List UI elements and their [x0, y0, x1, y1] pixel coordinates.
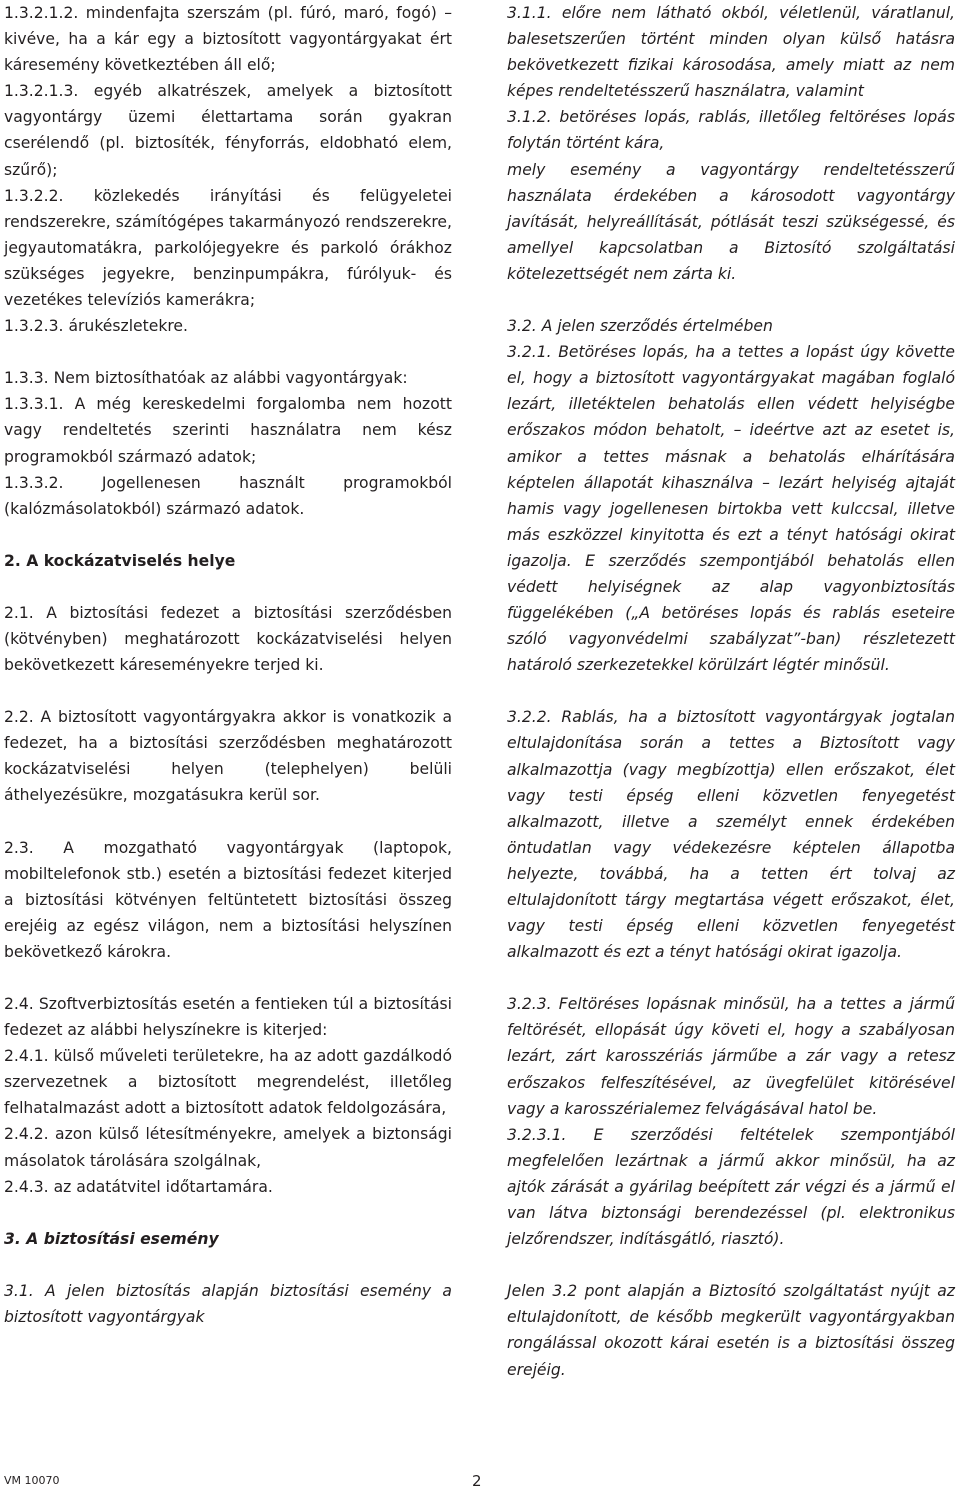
spacer	[4, 522, 452, 548]
page-number: 2	[472, 1472, 482, 1490]
paragraph-3-1-2: 3.1.2. betöréses lopás, rablás, illetőleg feltöréses lopás folytán történt kára,	[507, 108, 955, 153]
paragraph-2-3: 2.3. A mozgatható vagyontárgyak (laptopok, mobiltelefonok stb.) esetén a biztosítási fedezet kiterjed a biztosítási kötvényen feltüntetett biztosítási összeg erejéig az egész világon, nem a biztosítási helyszínen bekövetkező károkra.	[4, 838, 452, 961]
paragraph-3-1: 3.1. A jelen biztosítás alapján biztosítási esemény a biztosított vagyontárgyak	[4, 1281, 452, 1326]
spacer	[507, 287, 955, 313]
paragraph-1-3-3-1: 1.3.3.1. A még kereskedelmi forgalomba nem hozott vagy rendeltetés szerinti használatra nem kész programokból származó adatok;	[4, 395, 452, 466]
spacer	[507, 678, 955, 704]
paragraph-2-4-1: 2.4.1. külső műveleti területekre, ha az adott gazdálkodó szervezetnek a biztosított megrendelést, illetőleg felhatalmazást adott a biztosított adatok feldolgozására,	[4, 1047, 452, 1118]
paragraph-1-3-3-2: 1.3.3.2. Jogellenesen használt programokból (kalózmásolatokból) származó adatok.	[4, 473, 452, 518]
spacer	[507, 965, 955, 991]
paragraph-3-1-1: 3.1.1. előre nem látható okból, véletlenül, váratlanul, balesetszerűen történt minden olyan külső hatásra bekövetkezett fizikai károsodása, amely miatt az nem képes rendeltetésszerű használatra, valamint	[507, 4, 955, 101]
paragraph-2-2: 2.2. A biztosított vagyontárgyakra akkor is vonatkozik a fedezet, ha a biztosítási szerződésben meghatározott kockázatviselési helyen (telephelyen) belüli áthelyezésükre, mozgatásukra kerül sor.	[4, 708, 452, 805]
spacer	[4, 809, 452, 835]
section-heading-2: 2. A kockázatviselés helye	[4, 551, 236, 570]
paragraph-2-1: 2.1. A biztosítási fedezet a biztosítási szerződésben (kötvényben) meghatározott kockázatviselési helyen bekövetkezett káreseményekre terjed ki.	[4, 603, 452, 675]
section-heading-3: 3. A biztosítási esemény	[4, 1229, 219, 1248]
paragraph-2-4: 2.4. Szoftverbiztosítás esetén a fentieken túl a biztosítási fedezet az alábbi helyszínekre is kiterjed:	[4, 995, 452, 1040]
paragraph-2-4-3: 2.4.3. az adatátvitel időtartamára.	[4, 1177, 273, 1196]
paragraph-1-3-2-1-2: 1.3.2.1.2. mindenfajta szerszám (pl. fúró, maró, fogó) – kivéve, ha a kár egy a biztosított vagyontárgyakat ért káresemény következtében áll elő;	[4, 4, 452, 75]
paragraph-1-3-2-3: 1.3.2.3. árukészletekre.	[4, 317, 188, 336]
paragraph-1-3-2-1-3: 1.3.2.1.3. egyéb alkatrészek, amelyek a biztosított vagyontárgy üzemi élettartama során gyakran cserélendő (pl. biztosíték, fényforrás, eldobható elem, szűrő);	[4, 82, 452, 179]
paragraph-3-2-1: 3.2.1. Betöréses lopás, ha a tettes a lopást úgy követte el, hogy a biztosított vagyontárgyakat magában foglaló lezárt, illetéktelen behatolás ellen védett helyiségbe erőszakos módon behatolt, – ideértve azt az esetet is, amikor a tettes másnak a behatolás elhárítására képtelen állapotát kihasználva – lezárt helyiség ajtaját hamis vagy jogellenesen birtokba vett kulccsal, illetve más eszközzel kinyitotta és ezt a tényt hatósági okirat igazolja. E szerződés szempontjából behatolás ellen védett helyiségnek az alap vagyonbiztosítás függelékében („A betöréses lopás és rablás eseteire szóló vagyonvédelmi szabályzat”-ban) részletezett határoló szerkezetekkel körülzárt légtér minősül.	[507, 343, 955, 675]
spacer	[4, 339, 452, 365]
paragraph-1-3-2-2: 1.3.2.2. közlekedés irányítási és felügyeletei rendszerekre, számítógépes takarmányozó rendszerekre, jegyautomatákra, parkolójegyekre és parkoló órákhoz szükséges jegyekre, benzinpumpákra, fúrólyuk- és vezetékes televíziós kamerákra;	[4, 186, 452, 310]
paragraph-3-2-2: 3.2.2. Rablás, ha a biztosított vagyontárgyak jogtalan eltulajdonítása során a tettes a Biztosított vagy alkalmazottja (vagy megbízottja) ellen erőszakot, élet vagy testi épség elleni közvetlen fenyegetést alkalmazott, illetve a személyt ennek érdekében öntudatlan vagy védekezésre képtelen állapotba helyezte, továbbá, ha a tetten ért tolvaj az eltulajdonított tárgy megtartása végett erőszakot, élet, vagy testi épség elleni közvetlen fenyegetést alkalmazott és ezt a tényt hatósági okirat igazolja.	[507, 708, 955, 962]
paragraph-3-2-3-1: 3.2.3.1. E szerződési feltételek szempontjából megfelelően lezártnak a jármű akkor minősül, ha az ajtók zárását a gyárilag beépített zár végzi és a jármű el van látva biztonsági berendezéssel (pl. elektronikus jelzőrendszer, indításgátló, riasztó).	[507, 1125, 955, 1249]
paragraph-3-2-3: 3.2.3. Feltöréses lopásnak minősül, ha a tettes a jármű feltörését, ellopását úgy követi el, hogy a szabályosan lezárt, zárt karosszériás járműbe a zár vagy a retesz erőszakos felfeszítésével, az üvegfelület kitörésével vagy a karosszérialemez felvágásával hatol be.	[507, 995, 955, 1118]
spacer	[4, 1252, 452, 1278]
paragraph-3-1-continuation: mely esemény a vagyontárgy rendeltetésszerű használata érdekében a károsodott vagyontárgy javítását, helyreállítását, pótlását teszi szükségessé, és amellyel kapcsolatban a Biztosító szolgáltatási kötelezettségét nem zárta ki.	[507, 160, 955, 283]
right-column	[507, 0, 955, 1383]
left-column	[4, 0, 452, 1330]
paragraph-3-2-closing: Jelen 3.2 pont alapján a Biztosító szolgáltatást nyújt az eltulajdonított, de később megkerült vagyontárgyakban rongálással okozott kárai esetén is a biztosítási összeg erejéig.	[507, 1282, 955, 1379]
spacer	[4, 1200, 452, 1226]
paragraph-2-4-2: 2.4.2. azon külső létesítményekre, amelyek a biztonsági másolatok tárolására szolgálnak,	[4, 1125, 452, 1170]
spacer	[4, 965, 452, 991]
paragraph-3-2: 3.2. A jelen szerződés értelmében	[507, 317, 773, 336]
spacer	[4, 574, 452, 600]
spacer	[507, 1252, 955, 1278]
spacer	[4, 678, 452, 704]
document-code: VM 10070	[4, 1474, 60, 1487]
paragraph-1-3-3: 1.3.3. Nem biztosíthatóak az alábbi vagyontárgyak:	[4, 369, 408, 388]
